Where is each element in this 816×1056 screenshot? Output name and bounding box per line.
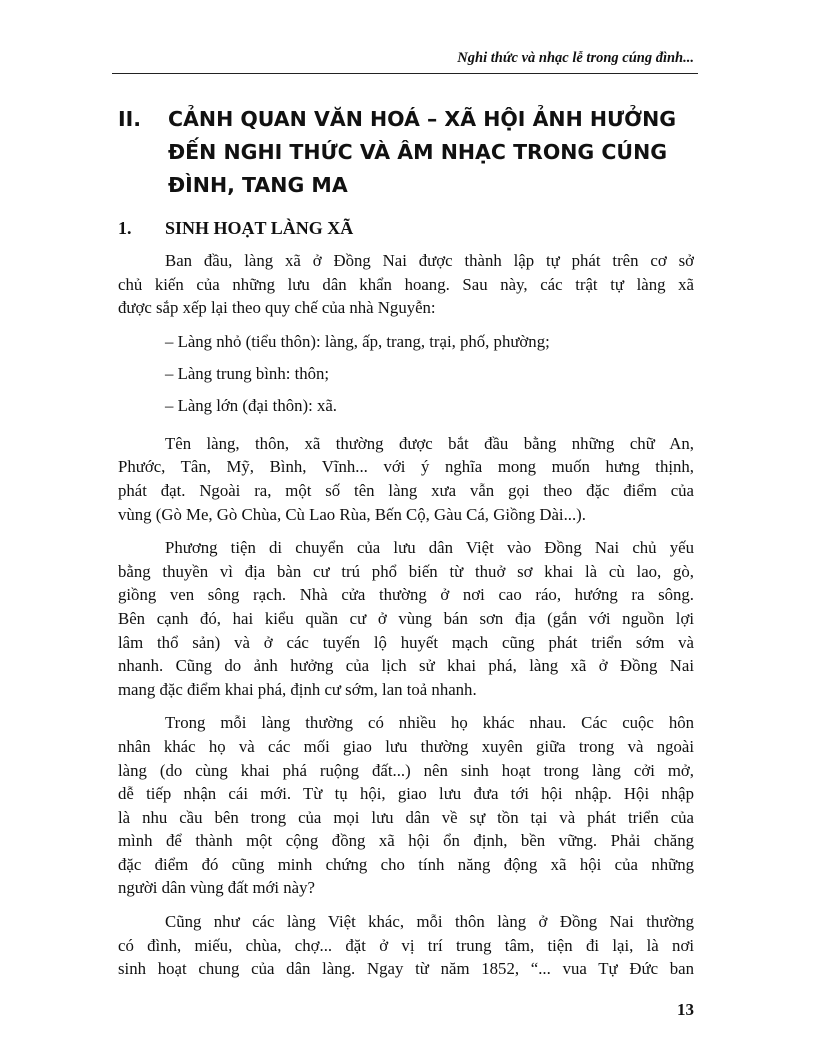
- section-number: II.: [118, 107, 142, 131]
- text-line: phát đạt. Ngoài ra, một số tên làng xưa vẫn gọi theo đặc điểm của: [118, 480, 694, 500]
- text-line: vùng (Gò Me, Gò Chùa, Cù Lao Rùa, Bến Cộ, Gàu Cá, Giồng Dài...).: [118, 504, 586, 524]
- text-line: mang đặc điểm khai phá, định cư sớm, lan toả nhanh.: [118, 679, 477, 699]
- text-line: là nhu cầu bên trong của mọi lưu dân về sự tồn tại và phát triển của: [118, 807, 694, 827]
- page-number: 13: [677, 1000, 694, 1019]
- list-item: – Làng nhỏ (tiểu thôn): làng, ấp, trang, trại, phố, phường;: [165, 331, 550, 351]
- paragraph: [118, 536, 694, 701]
- text-line: nhanh. Cũng do ảnh hưởng của lịch sử khai phá, làng xã ở Đồng Nai: [118, 656, 694, 676]
- section-title: CẢNH QUAN VĂN HOÁ – XÃ HỘI ẢNH HƯỞNG ĐẾN NGHI THỨC VÀ ÂM NHẠC TRONG CÚNG ĐÌNH, TANG MA: [168, 107, 677, 197]
- text-line: sinh hoạt chung của dân làng. Ngay từ năm 1852, “... vua Tự Đức ban: [118, 959, 694, 979]
- list-item: – Làng trung bình: thôn;: [165, 363, 330, 383]
- paragraph: [118, 249, 694, 320]
- header-rule: [112, 73, 698, 74]
- subsection-heading: [118, 218, 353, 239]
- subsection-title: SINH HOẠT LÀNG XÃ: [165, 218, 354, 238]
- paragraph: [118, 432, 694, 526]
- text-line: chủ kiến của những lưu dân khẩn hoang. Sau này, các trật tự làng xã: [118, 274, 694, 294]
- text-line: có đình, miếu, chùa, chợ... đặt ở vị trí trung tâm, tiện đi lại, là nơi: [118, 935, 694, 955]
- text-line: Cũng như các làng Việt khác, mỗi thôn làng ở Đồng Nai thường: [165, 912, 694, 932]
- text-line: Trong mỗi làng thường có nhiều họ khác nhau. Các cuộc hôn: [165, 713, 694, 733]
- running-header: Nghi thức và nhạc lễ trong cúng đình...: [457, 50, 694, 66]
- subsection-number: 1.: [118, 218, 132, 238]
- text-line: làng (do cùng khai phá ruộng đất...) nên sinh hoạt trong làng cởi mở,: [118, 760, 694, 780]
- text-line: Phương tiện di chuyển của lưu dân Việt vào Đồng Nai chủ yếu: [165, 538, 694, 558]
- text-line: giồng ven sông rạch. Nhà cửa thường ở nơi cao ráo, hướng ra sông.: [118, 585, 694, 605]
- text-line: đặc điểm đó cũng minh chứng cho tính năng động xã hội của những: [118, 854, 694, 874]
- body-text: [118, 249, 694, 981]
- paragraph: [118, 910, 694, 981]
- list-item: – Làng lớn (đại thôn): xã.: [165, 395, 337, 415]
- text-line: lâm thổ sản) và ở các tuyến lộ huyết mạch cũng phát triển sớm và: [118, 632, 694, 652]
- text-line: được sắp xếp lại theo quy chế của nhà Nguyễn:: [118, 298, 436, 318]
- text-line: người dân vùng đất mới này?: [118, 878, 315, 898]
- text-line: Tên làng, thôn, xã thường được bắt đầu bằng những chữ An,: [165, 433, 694, 453]
- text-line: dễ tiếp nhận cái mới. Từ tụ hội, giao lưu đưa tới hội nhập. Hội nhập: [118, 784, 694, 804]
- text-line: nhân khác họ và các mối giao lưu thường xuyên giữa trong và ngoài: [118, 736, 694, 756]
- text-line: Phước, Tân, Mỹ, Bình, Vĩnh... với ý nghĩa mong muốn hưng thịnh,: [118, 457, 694, 477]
- text-line: bằng thuyền vì địa bàn cư trú phổ biến từ thuở sơ khai là cù lao, gò,: [118, 561, 694, 581]
- section-heading: [118, 103, 698, 202]
- paragraph: [118, 711, 694, 900]
- text-line: Ban đầu, làng xã ở Đồng Nai được thành lập tự phát trên cơ sở: [165, 251, 694, 270]
- text-line: Bên cạnh đó, hai kiểu quần cư ở vùng bán sơn địa (gắn với nguồn lợi: [118, 608, 694, 628]
- text-line: mình để thành một cộng đồng xã hội ổn định, bền vững. Phải chăng: [118, 831, 694, 851]
